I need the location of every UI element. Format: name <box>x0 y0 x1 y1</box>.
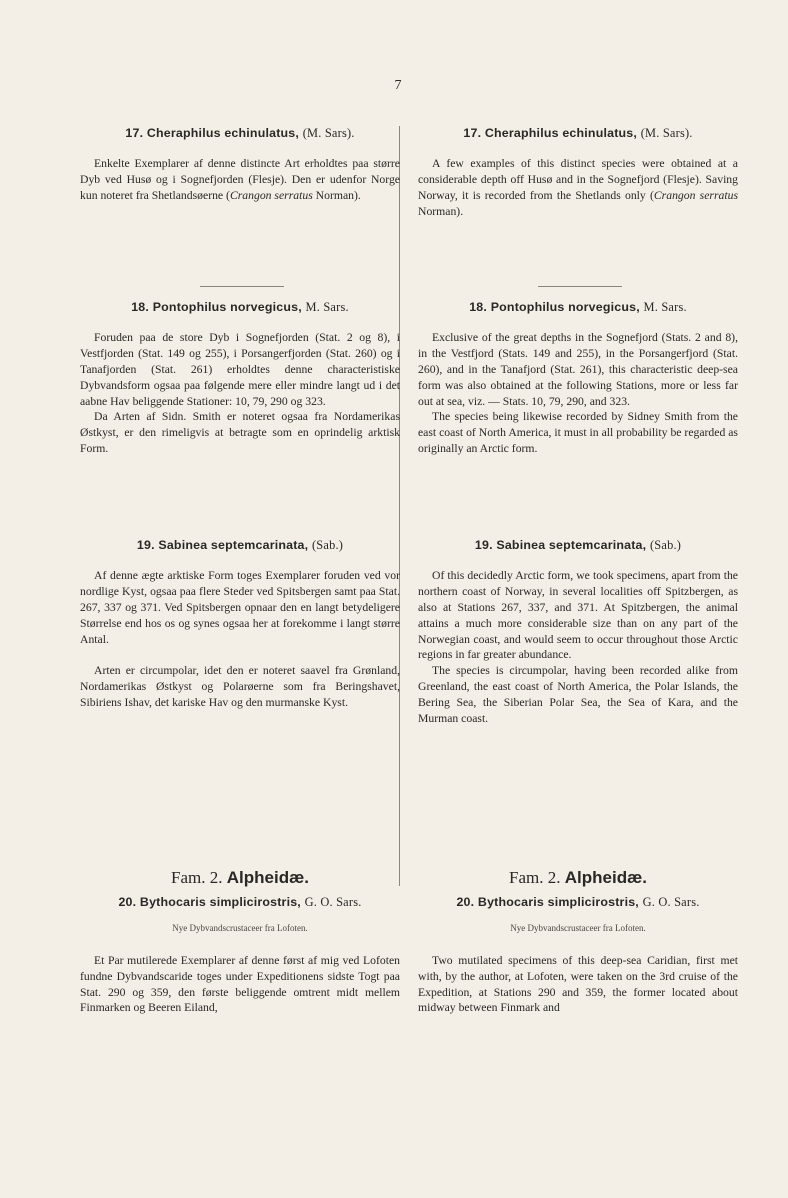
species-author: G. O. Sars. <box>642 894 700 909</box>
species-number: 20. <box>118 894 137 909</box>
species-heading <box>418 300 738 316</box>
species-name: Bythocaris simplicirostris, <box>139 894 301 909</box>
species-heading <box>80 538 400 554</box>
paragraph: Arten er circumpolar, idet den er noteret saavel fra Grønland, Nordamerikas Østkyst og Polarøerne som fra Beringshavet, Sibiriens Ishav, det kariske Hav og den murmanske Kyst. <box>80 664 400 710</box>
species-heading <box>80 126 400 142</box>
reference-line: Nye Dybvandscrustaceer fra Lofoten. <box>172 922 308 933</box>
species-author: (M. Sars). <box>302 126 355 140</box>
species-heading <box>418 126 738 142</box>
section-rule <box>200 286 284 287</box>
species-17-en <box>418 126 738 220</box>
paragraph: The species being likewise recorded by Sidney Smith from the east coast of North America, it must in all probability be regarded as originally an Arctic form. <box>418 410 738 456</box>
section-rule <box>538 286 622 287</box>
species-name: Bythocaris simplicirostris, <box>477 894 639 909</box>
species-author: (Sab.) <box>311 538 344 552</box>
paragraph: A few examples of this distinct species were obtained at a considerable depth off Husø and in the Sognefjord (Flesje). Saving Norway, it is recorded from the Shetlands only (Crangon serratus Norman). <box>418 156 738 218</box>
column-divider <box>399 126 400 886</box>
species-name: Pontophilus norvegicus, <box>490 300 640 314</box>
paragraph: Of this decidedly Arctic form, we took specimens, apart from the northern coast of Norway, in several localities off Spitzbergen, as also at Stations 267, 337, and 371. At Spitzbergen, the animal attains a much more considerable size than on any part of the Norwegian coast, and would seem to occur throughout those Arctic regions in far greater abundance. <box>418 568 738 662</box>
species-heading <box>418 538 738 554</box>
species-heading <box>418 895 738 911</box>
family-prefix: Fam. 2. <box>509 868 561 887</box>
synonym-name: Crangon serratus <box>229 188 313 202</box>
species-author: M. Sars. <box>643 300 687 314</box>
synonym-name: Crangon serratus <box>653 188 738 202</box>
species-heading <box>80 300 400 316</box>
family-alpheidae-en <box>418 870 738 1016</box>
family-title <box>418 870 738 886</box>
species-author: G. O. Sars. <box>304 894 362 909</box>
family-name: Alpheidæ. <box>226 868 309 887</box>
page-number: 7 <box>394 78 402 93</box>
paragraph: Enkelte Exemplarer af denne distincte Art erholdtes paa større Dyb ved Husø og i Sognefjorden (Flesje). Den er udenfor Norge kun noteret fra Shetlandsøerne (Crangon serratus Norman). <box>80 156 400 202</box>
species-number: 17. <box>125 126 144 140</box>
species-17-no <box>80 126 400 204</box>
species-19-en <box>418 538 738 727</box>
paragraph: Exclusive of the great depths in the Sognefjord (Stats. 2 and 8), in the Vestfjord (Stats. 149 and 255), in the Porsangerfjord (Stat. 260), and in the Tanafjord (Stat. 261), this characteristic deep-sea form was also obtained at the following Stations, more or less far out at sea, viz. — Stats. 10, 79, 290, and 323. <box>418 330 738 408</box>
species-18-no <box>80 300 400 457</box>
family-prefix: Fam. 2. <box>171 868 223 887</box>
paragraph: Foruden paa de store Dyb i Sognefjorden (Stat. 2 og 8), i Vestfjorden (Stat. 149 og 255), i Porsangerfjorden (Stat. 260) og i Tanafjorden (Stat. 261) erholdtes denne characteristiske Dybvandsform ogsaa paa følgende mere eller mindre langt ud i det aabne Hav beliggende Stationer: 10, 79, 290 og 323. <box>80 330 400 408</box>
species-number: 20. <box>456 894 475 909</box>
species-name: Cheraphilus echinulatus, <box>146 126 300 140</box>
species-name: Sabinea septemcarinata, <box>496 538 647 552</box>
family-alpheidae-no <box>80 870 400 1016</box>
species-number: 18. <box>469 300 488 314</box>
family-name: Alpheidæ. <box>564 868 647 887</box>
paragraph: The species is circumpolar, having been recorded alike from Greenland, the east coast of North America, the Polar Islands, the Bering Sea, the Siberian Polar Sea, the Sea of Kara, and the Murman coast. <box>418 664 738 726</box>
species-name: Cheraphilus echinulatus, <box>484 126 638 140</box>
species-heading <box>80 895 400 911</box>
reference-line: Nye Dybvandscrustaceer fra Lofoten. <box>510 922 646 933</box>
species-author: (Sab.) <box>649 538 682 552</box>
species-author: M. Sars. <box>305 300 349 314</box>
species-number: 17. <box>463 126 482 140</box>
species-19-no <box>80 538 400 711</box>
family-title <box>80 870 400 886</box>
species-name: Pontophilus norvegicus, <box>152 300 302 314</box>
paragraph: Da Arten af Sidn. Smith er noteret ogsaa fra Nordamerikas Østkyst, er den rimeligvis at betragte som en oprindelig arktisk Form. <box>80 410 400 456</box>
species-18-en <box>418 300 738 457</box>
species-number: 18. <box>131 300 150 314</box>
paragraph: Et Par mutilerede Exemplarer af denne først af mig ved Lofoten fundne Dybvandscaride toges under Expeditionens sidste Togt paa Stat. 290 og 359, den første beliggende omtrent midt mellem Finmarken og Beeren Eiland, <box>80 953 400 1015</box>
paragraph: Af denne ægte arktiske Form toges Exemplarer foruden ved vor nordlige Kyst, ogsaa paa flere Steder ved Spitsbergen samt paa Stat. 267, 337 og 371. Ved Spitsbergen opnaar den en langt betydeligere Størrelse end hos os og synes ogsaa her at forekomme i langt større Antal. <box>80 568 400 646</box>
species-name: Sabinea septemcarinata, <box>158 538 309 552</box>
paragraph: Two mutilated specimens of this deep-sea Caridian, first met with, by the author, at Lofoten, were taken on the 3rd cruise of the Expedition, at Stations 290 and 359, the former located about midway between Finmark and <box>418 953 738 1015</box>
species-number: 19. <box>474 538 493 552</box>
species-number: 19. <box>136 538 155 552</box>
species-author: (M. Sars). <box>640 126 693 140</box>
